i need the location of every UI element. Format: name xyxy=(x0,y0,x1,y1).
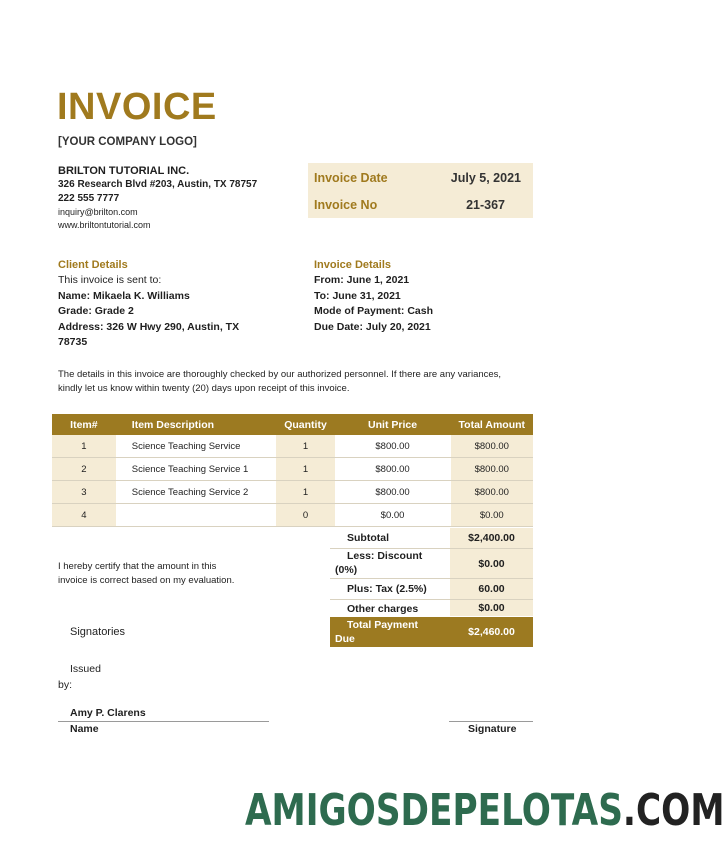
items-table xyxy=(52,414,533,527)
signer-name: Amy P. Clarens xyxy=(70,707,146,719)
client-grade: Grade: Grade 2 xyxy=(58,305,134,317)
invoice-no-label: Invoice No xyxy=(314,197,378,212)
other-charges-value: $0.00 xyxy=(450,600,533,616)
client-address-zip: 78735 xyxy=(58,336,88,348)
col-header-item: Item# xyxy=(52,414,116,435)
tax-label: Plus: Tax (2.5%) xyxy=(347,583,427,595)
company-phone: 222 555 7777 xyxy=(58,193,120,204)
watermark-suffix: .COM xyxy=(622,785,724,836)
signature-line xyxy=(449,721,533,722)
invoice-title: INVOICE xyxy=(57,86,217,128)
table-row xyxy=(52,504,533,527)
total-payment-label-line2: Due xyxy=(335,633,355,645)
invoice-date-row xyxy=(314,164,521,191)
invoice-no-row xyxy=(314,191,505,218)
cell-quantity: 0 xyxy=(276,504,334,527)
discount-label xyxy=(330,549,450,578)
invoice-meta-box xyxy=(308,163,533,218)
cell-item: 1 xyxy=(52,435,116,458)
client-name: Name: Mikaela K. Williams xyxy=(58,290,190,302)
cell-item: 3 xyxy=(52,481,116,504)
payment-mode: Mode of Payment: Cash xyxy=(314,305,434,317)
cell-unit-price: $800.00 xyxy=(335,481,451,504)
due-date: Due Date: July 20, 2021 xyxy=(314,321,431,333)
total-payment-label xyxy=(330,617,450,647)
col-header-unit-price: Unit Price xyxy=(335,414,451,435)
discount-row xyxy=(330,549,533,579)
client-address: Address: 326 W Hwy 290, Austin, TX xyxy=(58,321,240,333)
cell-quantity: 1 xyxy=(276,458,334,481)
invoice-no-value: 21-367 xyxy=(466,197,505,212)
other-charges-label: Other charges xyxy=(347,603,419,615)
watermark-brand xyxy=(245,785,724,836)
invoice-from: From: June 1, 2021 xyxy=(314,274,410,286)
cell-total: $800.00 xyxy=(451,458,533,481)
name-line xyxy=(58,721,269,722)
table-row xyxy=(52,458,533,481)
company-website: www.briltontutorial.com xyxy=(58,220,151,230)
cell-description xyxy=(116,504,277,527)
col-header-total-amount: Total Amount xyxy=(451,414,533,435)
discount-label-line2: (0%) xyxy=(335,564,358,576)
col-header-quantity: Quantity xyxy=(276,414,334,435)
cell-unit-price: $800.00 xyxy=(335,435,451,458)
cell-unit-price: $800.00 xyxy=(335,458,451,481)
table-row xyxy=(52,435,533,458)
invoice-date-label: Invoice Date xyxy=(314,170,388,185)
subtotal-label: Subtotal xyxy=(347,532,389,544)
name-label: Name xyxy=(70,723,99,735)
invoice-date-value: July 5, 2021 xyxy=(450,170,521,185)
cell-description: Science Teaching Service 1 xyxy=(116,458,277,481)
cell-item: 2 xyxy=(52,458,116,481)
signatories-heading: Signatories xyxy=(70,626,126,638)
cell-item: 4 xyxy=(52,504,116,527)
cell-quantity: 1 xyxy=(276,435,334,458)
cell-description: Science Teaching Service 2 xyxy=(116,481,277,504)
cell-quantity: 1 xyxy=(276,481,334,504)
tax-row xyxy=(330,579,533,600)
company-name: BRILTON TUTORIAL INC. xyxy=(58,165,190,177)
subtotal-value: $2,400.00 xyxy=(450,528,533,548)
cell-unit-price: $0.00 xyxy=(335,504,451,527)
signature-label: Signature xyxy=(468,723,517,735)
certify-line2: invoice is correct based on my evaluation. xyxy=(58,575,235,586)
cell-total: $800.00 xyxy=(451,435,533,458)
discount-label-line1: Less: Discount xyxy=(347,550,423,562)
invoice-details-heading: Invoice Details xyxy=(314,259,392,271)
total-payment-due-row xyxy=(330,617,533,647)
subtotal-row xyxy=(330,528,533,549)
cell-total: $0.00 xyxy=(451,504,533,527)
client-details-heading: Client Details xyxy=(58,259,128,271)
issued-label-line1: Issued xyxy=(70,663,101,675)
issued-label-line2: by: xyxy=(58,679,73,691)
watermark-main: AMIGOSDEPELOTAS xyxy=(245,785,623,836)
col-header-description: Item Description xyxy=(116,414,277,435)
table-header-row xyxy=(52,414,533,435)
company-logo-placeholder: [YOUR COMPANY LOGO] xyxy=(58,136,197,148)
other-charges-row xyxy=(330,600,533,616)
company-address: 326 Research Blvd #203, Austin, TX 78757 xyxy=(58,179,258,190)
discount-value: $0.00 xyxy=(450,549,533,578)
invoice-to: To: June 31, 2021 xyxy=(314,290,401,302)
table-row xyxy=(52,481,533,504)
verification-note: The details in this invoice are thoroughly checked by our authorized personnel. If there are any variances, kindly let us know within twenty (20) days upon receipt of this invoice. xyxy=(58,369,502,394)
certify-line1: I hereby certify that the amount in this xyxy=(58,561,217,572)
client-intro: This invoice is sent to: xyxy=(58,274,162,286)
cell-description: Science Teaching Service xyxy=(116,435,277,458)
company-email: inquiry@brilton.com xyxy=(58,207,138,217)
total-payment-label-line1: Total Payment xyxy=(347,619,418,631)
cell-total: $800.00 xyxy=(451,481,533,504)
tax-value: 60.00 xyxy=(450,579,533,599)
total-payment-value: $2,460.00 xyxy=(468,626,515,638)
